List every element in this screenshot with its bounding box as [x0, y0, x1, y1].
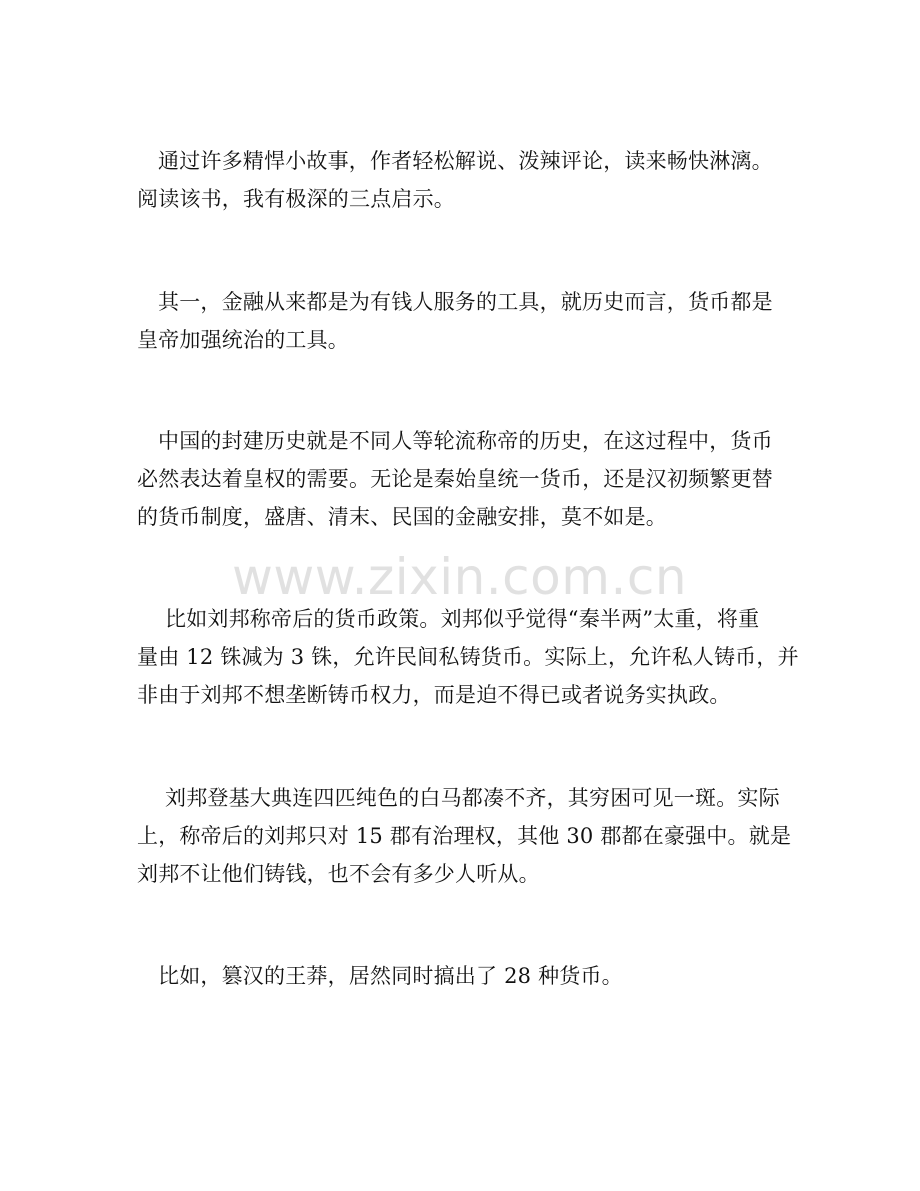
paragraph-3 [137, 422, 787, 536]
paragraph-line: 皇帝加强统治的工具。 [137, 328, 349, 352]
paragraph-line: 比如，篡汉的王莽，居然同时搞出了 28 种货币。 [158, 964, 623, 988]
paragraph-6 [137, 957, 787, 995]
paragraph-line: 其一，金融从来都是为有钱人服务的工具，就历史而言，货币都是 [158, 290, 773, 314]
paragraph-1 [137, 142, 787, 218]
paragraph-line: 比如刘邦称帝后的货币政策。刘邦似乎觉得“秦半两”太重，将重 [165, 607, 760, 631]
watermark: www.zixin.com.cn [232, 548, 688, 606]
paragraph-2 [137, 283, 787, 359]
paragraph-4 [137, 600, 799, 714]
paragraph-line: 上，称帝后的刘邦只对 15 郡有治理权，其他 30 郡都在豪强中。就是 [137, 824, 792, 848]
paragraph-line: 通过许多精悍小故事，作者轻松解说、泼辣评论，读来畅快淋漓。 [158, 149, 773, 173]
paragraph-line: 量由 12 铢减为 3 铢，允许民间私铸货币。实际上，允许私人铸币，并 [137, 645, 799, 669]
paragraph-line: 非由于刘邦不想垄断铸币权力，而是迫不得已或者说务实执政。 [137, 683, 731, 707]
paragraph-line: 的货币制度，盛唐、清末、民国的金融安排，莫不如是。 [137, 505, 667, 529]
paragraph-line: 刘邦不让他们铸钱，也不会有多少人听从。 [137, 862, 540, 886]
paragraph-line: 刘邦登基大典连四匹纯色的白马都凑不齐，其穷困可见一斑。实际 [165, 786, 780, 810]
paragraph-5 [137, 779, 792, 893]
paragraph-line: 中国的封建历史就是不同人等轮流称帝的历史，在这过程中，货币 [158, 429, 773, 453]
paragraph-line: 必然表达着皇权的需要。无论是秦始皇统一货币，还是汉初频繁更替 [137, 467, 773, 491]
paragraph-line: 阅读该书，我有极深的三点启示。 [137, 187, 455, 211]
